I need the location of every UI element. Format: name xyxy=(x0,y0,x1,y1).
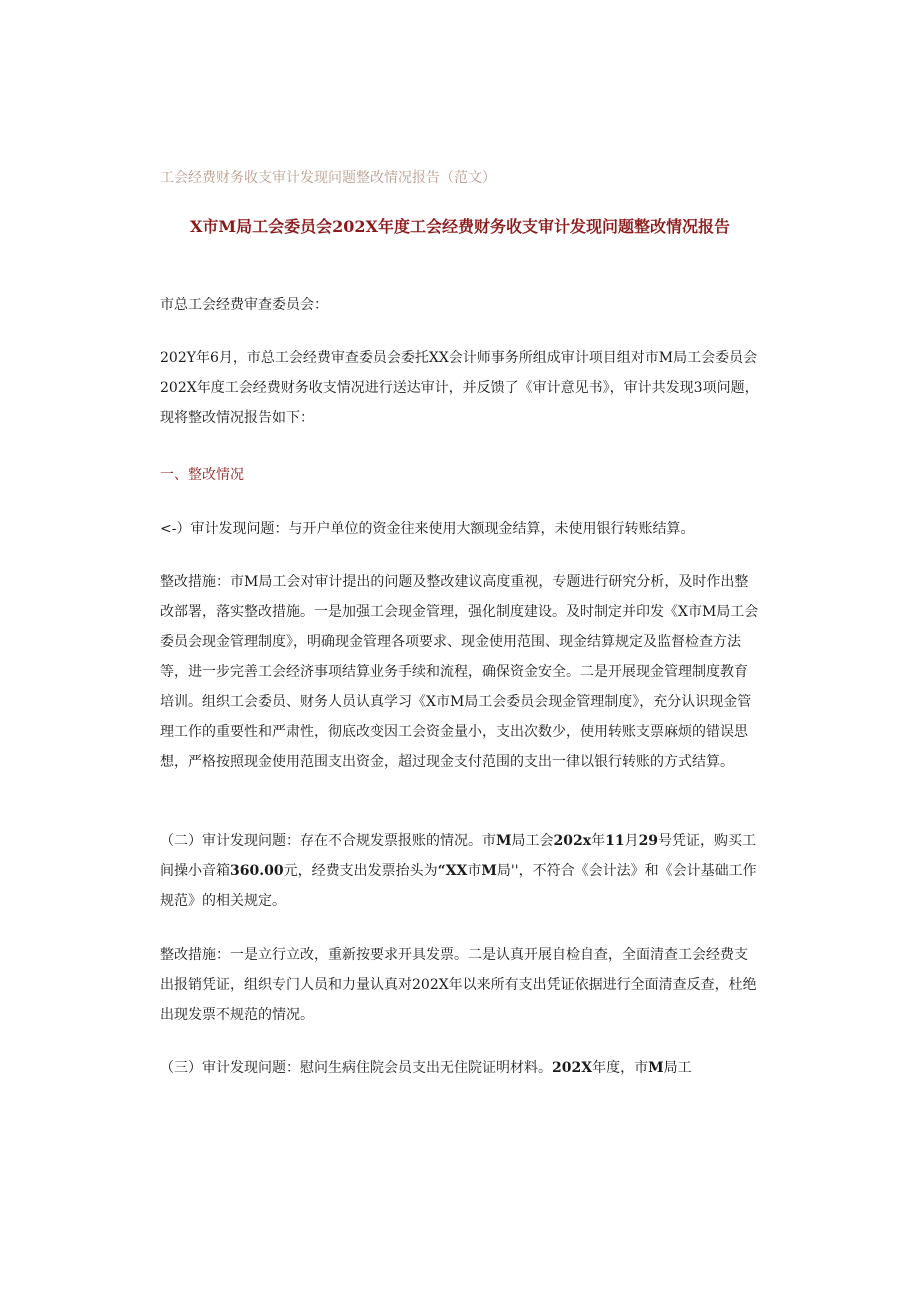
document-type-header: 工会经费财务收支审计发现问题整改情况报告（范文） xyxy=(160,170,496,186)
issue-2-bold-m: M xyxy=(481,863,497,879)
issue-3-text: 年度，市 xyxy=(592,1060,649,1076)
issue-2-bold-year: 202x xyxy=(553,833,592,849)
issue-3-paragraph xyxy=(160,1053,760,1083)
measure-2-paragraph: 整改措施：一是立行立改，重新按要求开具发票。二是认真开展自检自查，全面清查工会经费支出报销凭证，组织专门人员和力量认真对202X年以来所有支出凭证依据进行全面清查反查，杜绝出现发票不规范的情况。 xyxy=(160,947,757,1023)
issue-2-text: 元，经费支出发票抬头为 xyxy=(283,863,438,879)
issue-2-bold-amount: 360.00 xyxy=(230,863,284,879)
issue-1-paragraph: <-）审计发现问题：与开户单位的资金往来使用大额现金结算，未使用银行转账结算。 xyxy=(160,521,695,537)
salutation: 市总工会经费审查委员会： xyxy=(160,297,328,313)
issue-2-text: 年 xyxy=(591,833,606,849)
intro-paragraph: 202Y年6月，市总工会经费审查委员会委托XX会计师事务所组成审计项目组对市M局工会委员会202X年度工会经费财务收支情况进行送达审计，并反馈了《审计意见书》，审计共发现3项问题，现将整改情况报告如下： xyxy=(160,350,759,426)
issue-2-bold-month: 11 xyxy=(605,833,625,849)
issue-2-text: 号凭证，购买工间操小音箱 xyxy=(160,833,757,879)
issue-2-text: （二）审计发现问题：存在不合规发票报账的情况。市 xyxy=(160,833,496,849)
issue-2-bold-quote: “XX xyxy=(437,863,468,879)
issue-2-text: 局''，不符合《会计法》和《会计基础工作规范》的相关规定。 xyxy=(160,863,757,909)
issue-2-text: 月 xyxy=(624,833,639,849)
issue-2-text: 市 xyxy=(467,863,482,879)
measure-1-paragraph: 整改措施：市M局工会对审计提出的问题及整改建议高度重视，专题进行研究分析，及时作出整改部署，落实整改措施。一是加强工会现金管理，强化制度建设。及时制定并印发《X市M局工会委员会现金管理制度》，明确现金管理各项要求、现金使用范围、现金结算规定及监督检查方法等，进一步完善工会经济事项结算业务手续和流程，确保资金安全。二是开展现金管理制度教育培训。组织工会委员、财务人员认真学习《X市M局工会委员会现金管理制度》，充分认识现金管理工作的重要性和严肃性，彻底改变因工会资金量小，支出次数少，使用转账支票麻烦的错误思想，严格按照现金使用范围支出资金，超过现金支付范围的支出一律以银行转账的方式结算。 xyxy=(160,574,759,770)
section-heading-rectification: 一、整改情况 xyxy=(160,467,244,483)
issue-2-bold-day: 29 xyxy=(638,833,659,849)
issue-2-paragraph xyxy=(160,826,760,916)
issue-2-text: 局工会 xyxy=(511,833,554,849)
issue-3-text: 局工 xyxy=(663,1060,692,1076)
issue-3-bold-m: M xyxy=(648,1060,664,1076)
issue-3-text: （三）审计发现问题：慰问生病住院会员支出无住院证明材料。 xyxy=(160,1060,552,1076)
report-title: X市M局工会委员会202X年度工会经费财务收支审计发现问题整改情况报告 xyxy=(190,217,730,236)
issue-2-bold-m: M xyxy=(496,833,512,849)
issue-3-bold-year: 202X xyxy=(552,1060,593,1076)
